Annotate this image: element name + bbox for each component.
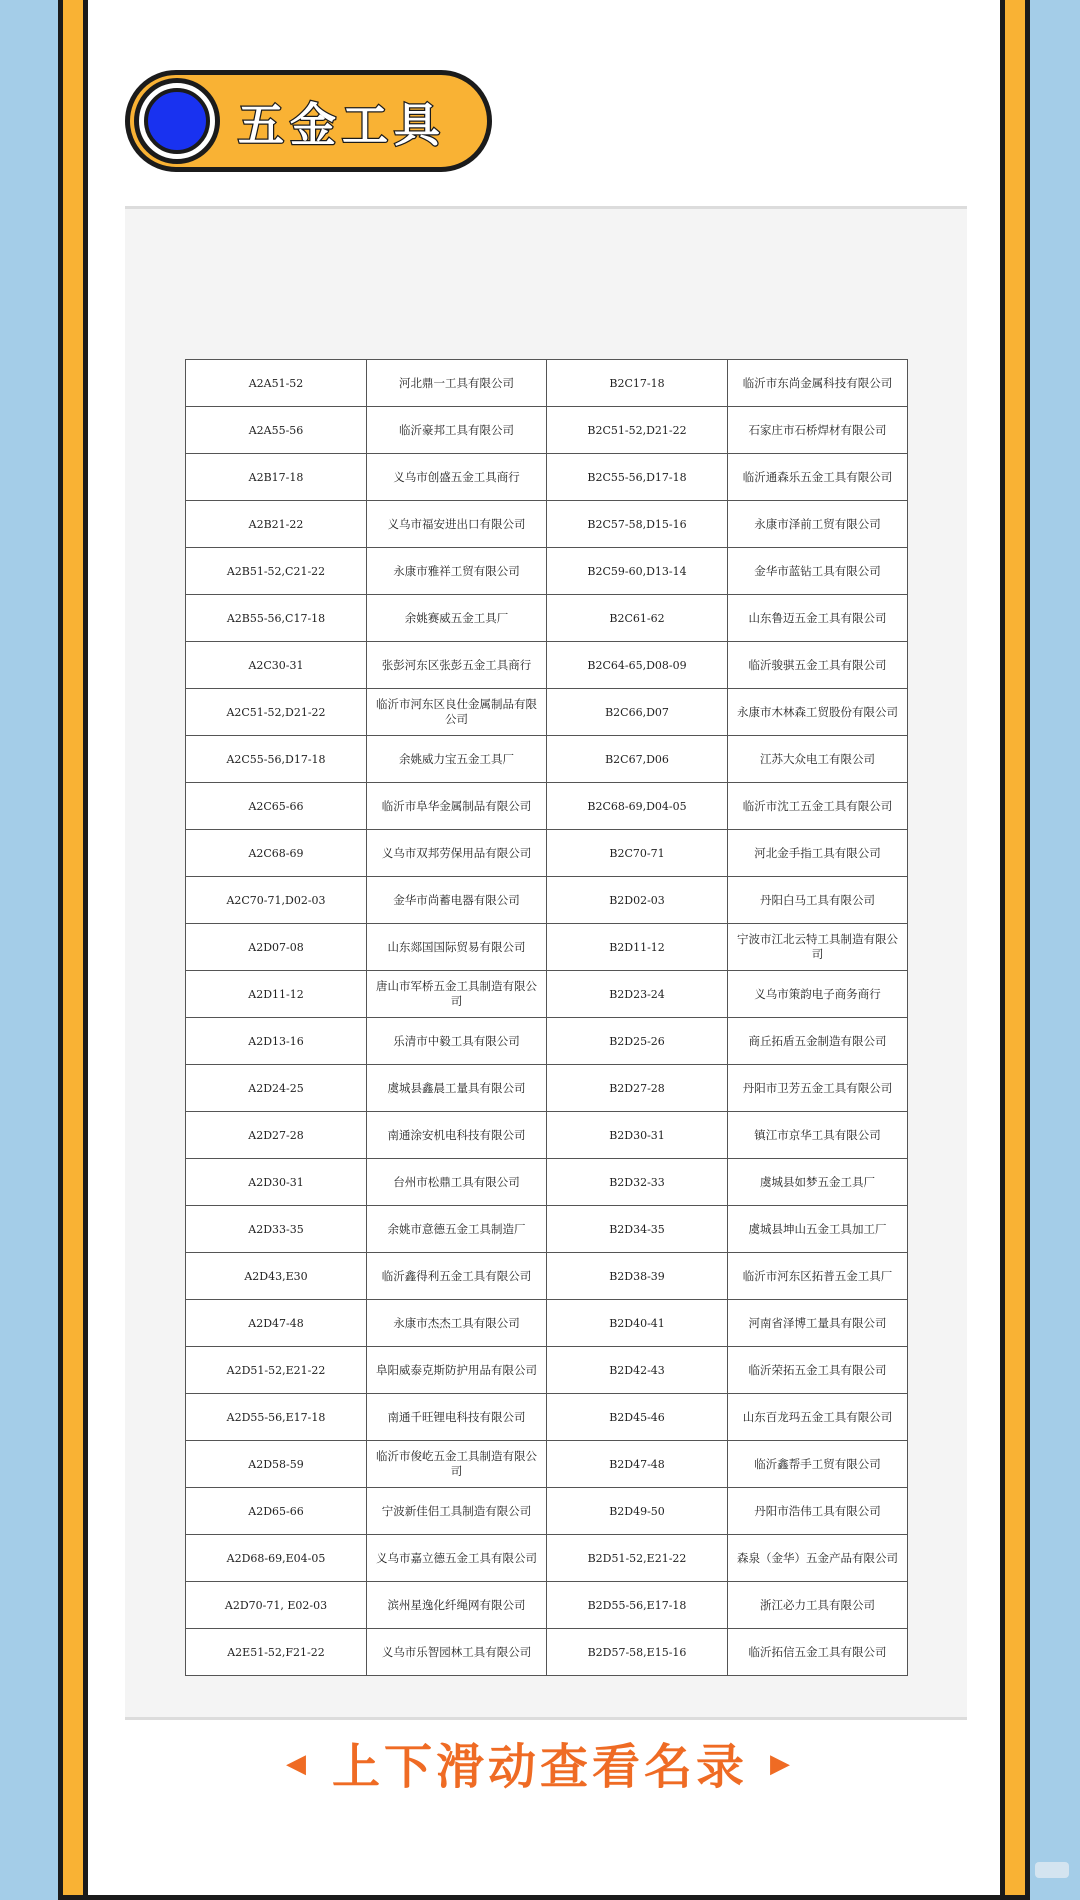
- table-row: [186, 1253, 908, 1300]
- table-row: [186, 1159, 908, 1206]
- company-b-cell: 临沂骏骐五金工具有限公司: [728, 642, 908, 689]
- section-title: 五金工具: [238, 98, 446, 152]
- booth-a-cell: A2C70-71,D02-03: [186, 877, 367, 924]
- booth-b-cell: B2D32-33: [547, 1159, 728, 1206]
- company-b-cell: 临沂荣拓五金工具有限公司: [728, 1347, 908, 1394]
- booth-b-cell: B2D23-24: [547, 971, 728, 1018]
- booth-b-cell: B2D51-52,E21-22: [547, 1535, 728, 1582]
- table-row: [186, 360, 908, 407]
- company-b-cell: 森泉（金华）五金产品有限公司: [728, 1535, 908, 1582]
- company-b-cell: 江苏大众电工有限公司: [728, 736, 908, 783]
- company-a-cell: 义乌市乐智园林工具有限公司: [367, 1629, 547, 1676]
- company-a-cell: 永康市雅祥工贸有限公司: [367, 548, 547, 595]
- company-b-cell: 虞城县如梦五金工具厂: [728, 1159, 908, 1206]
- booth-a-cell: A2D11-12: [186, 971, 367, 1018]
- booth-b-cell: B2D40-41: [547, 1300, 728, 1347]
- booth-b-cell: B2D27-28: [547, 1065, 728, 1112]
- booth-b-cell: B2D25-26: [547, 1018, 728, 1065]
- company-a-cell: 台州市松鼎工具有限公司: [367, 1159, 547, 1206]
- booth-b-cell: B2C67,D06: [547, 736, 728, 783]
- company-a-cell: 张彭河东区张彭五金工具商行: [367, 642, 547, 689]
- company-a-cell: 义乌市创盛五金工具商行: [367, 454, 547, 501]
- booth-a-cell: A2B21-22: [186, 501, 367, 548]
- company-a-cell: 宁波新佳侣工具制造有限公司: [367, 1488, 547, 1535]
- watermark-badge: [1035, 1862, 1069, 1878]
- booth-a-cell: A2D47-48: [186, 1300, 367, 1347]
- company-b-cell: 永康市泽前工贸有限公司: [728, 501, 908, 548]
- booth-a-cell: A2D70-71, E02-03: [186, 1582, 367, 1629]
- table-row: [186, 1582, 908, 1629]
- booth-a-cell: A2B51-52,C21-22: [186, 548, 367, 595]
- table-row: [186, 877, 908, 924]
- booth-b-cell: B2D02-03: [547, 877, 728, 924]
- booth-b-cell: B2C59-60,D13-14: [547, 548, 728, 595]
- company-a-cell: 河北鼎一工具有限公司: [367, 360, 547, 407]
- company-a-cell: 山东郯国国际贸易有限公司: [367, 924, 547, 971]
- table-row: [186, 1300, 908, 1347]
- booth-b-cell: B2D11-12: [547, 924, 728, 971]
- booth-b-cell: B2D42-43: [547, 1347, 728, 1394]
- booth-b-cell: B2D45-46: [547, 1394, 728, 1441]
- company-b-cell: 商丘拓盾五金制造有限公司: [728, 1018, 908, 1065]
- company-a-cell: 虞城县鑫晨工量具有限公司: [367, 1065, 547, 1112]
- company-b-cell: 镇江市京华工具有限公司: [728, 1112, 908, 1159]
- booth-b-cell: B2C17-18: [547, 360, 728, 407]
- table-row: [186, 1112, 908, 1159]
- company-b-cell: 山东百龙玛五金工具有限公司: [728, 1394, 908, 1441]
- company-b-cell: 临沂通森乐五金工具有限公司: [728, 454, 908, 501]
- booth-b-cell: B2C51-52,D21-22: [547, 407, 728, 454]
- company-a-cell: 余姚市意德五金工具制造厂: [367, 1206, 547, 1253]
- company-a-cell: 义乌市嘉立德五金工具有限公司: [367, 1535, 547, 1582]
- booth-a-cell: A2D13-16: [186, 1018, 367, 1065]
- blue-dot-icon: [144, 88, 210, 154]
- company-a-cell: 永康市杰杰工具有限公司: [367, 1300, 547, 1347]
- company-a-cell: 滨州星逸化纤绳网有限公司: [367, 1582, 547, 1629]
- table-row: [186, 689, 908, 736]
- booth-a-cell: A2D58-59: [186, 1441, 367, 1488]
- company-b-cell: 临沂拓信五金工具有限公司: [728, 1629, 908, 1676]
- table-row: [186, 595, 908, 642]
- company-a-cell: 义乌市福安进出口有限公司: [367, 501, 547, 548]
- booth-a-cell: A2C68-69: [186, 830, 367, 877]
- booth-b-cell: B2C61-62: [547, 595, 728, 642]
- booth-a-cell: A2D33-35: [186, 1206, 367, 1253]
- table-row: [186, 971, 908, 1018]
- table-row: [186, 1065, 908, 1112]
- booth-b-cell: B2C70-71: [547, 830, 728, 877]
- booth-a-cell: A2D68-69,E04-05: [186, 1535, 367, 1582]
- header-circle-icon: [134, 78, 220, 164]
- company-b-cell: 永康市木林森工贸股份有限公司: [728, 689, 908, 736]
- booth-a-cell: A2C65-66: [186, 783, 367, 830]
- booth-a-cell: A2D43,E30: [186, 1253, 367, 1300]
- booth-a-cell: A2D55-56,E17-18: [186, 1394, 367, 1441]
- table-row: [186, 642, 908, 689]
- table-row: [186, 454, 908, 501]
- booth-a-cell: A2D51-52,E21-22: [186, 1347, 367, 1394]
- company-a-cell: 金华市尚蓄电器有限公司: [367, 877, 547, 924]
- company-b-cell: 丹阳市浩伟工具有限公司: [728, 1488, 908, 1535]
- right-arrow-icon: ▶: [770, 1749, 794, 1779]
- company-b-cell: 虞城县坤山五金工具加工厂: [728, 1206, 908, 1253]
- table-row: [186, 736, 908, 783]
- booth-a-cell: A2B17-18: [186, 454, 367, 501]
- company-a-cell: 阜阳威泰克斯防护用品有限公司: [367, 1347, 547, 1394]
- section-header-pill: [125, 70, 492, 172]
- company-b-cell: 宁波市江北云特工具制造有限公司: [728, 924, 908, 971]
- company-a-cell: 临沂市阜华金属制品有限公司: [367, 783, 547, 830]
- company-a-cell: 唐山市军桥五金工具制造有限公司: [367, 971, 547, 1018]
- booth-a-cell: A2C30-31: [186, 642, 367, 689]
- company-b-cell: 石家庄市石桥焊材有限公司: [728, 407, 908, 454]
- table-row: [186, 1394, 908, 1441]
- company-a-cell: 余姚赛威五金工具厂: [367, 595, 547, 642]
- table-row: [186, 1018, 908, 1065]
- booth-a-cell: A2D07-08: [186, 924, 367, 971]
- table-row: [186, 924, 908, 971]
- table-row: [186, 501, 908, 548]
- table-row: [186, 407, 908, 454]
- left-arrow-icon: ◀: [285, 1749, 310, 1779]
- table-row: [186, 783, 908, 830]
- booth-a-cell: A2D24-25: [186, 1065, 367, 1112]
- booth-a-cell: A2D30-31: [186, 1159, 367, 1206]
- booth-a-cell: A2B55-56,C17-18: [186, 595, 367, 642]
- company-b-cell: 山东鲁迈五金工具有限公司: [728, 595, 908, 642]
- company-a-cell: 乐清市中毅工具有限公司: [367, 1018, 547, 1065]
- company-b-cell: 临沂市河东区拓普五金工具厂: [728, 1253, 908, 1300]
- booth-a-cell: A2A51-52: [186, 360, 367, 407]
- company-b-cell: 义乌市策韵电子商务商行: [728, 971, 908, 1018]
- table-row: [186, 1535, 908, 1582]
- booth-a-cell: A2C51-52,D21-22: [186, 689, 367, 736]
- scroll-panel[interactable]: [125, 206, 967, 1720]
- company-a-cell: 临沂豪邦工具有限公司: [367, 407, 547, 454]
- company-a-cell: 临沂鑫得利五金工具有限公司: [367, 1253, 547, 1300]
- company-b-cell: 丹阳白马工具有限公司: [728, 877, 908, 924]
- company-a-cell: 临沂市俊屹五金工具制造有限公司: [367, 1441, 547, 1488]
- booth-b-cell: B2D49-50: [547, 1488, 728, 1535]
- booth-a-cell: A2E51-52,F21-22: [186, 1629, 367, 1676]
- table-row: [186, 1441, 908, 1488]
- company-b-cell: 河北金手指工具有限公司: [728, 830, 908, 877]
- scroll-hint: [0, 1728, 1080, 1797]
- booth-b-cell: B2C68-69,D04-05: [547, 783, 728, 830]
- table-row: [186, 1347, 908, 1394]
- company-b-cell: 临沂市沈工五金工具有限公司: [728, 783, 908, 830]
- booth-b-cell: B2D47-48: [547, 1441, 728, 1488]
- booth-b-cell: B2D55-56,E17-18: [547, 1582, 728, 1629]
- table-row: [186, 548, 908, 595]
- company-b-cell: 河南省泽博工量具有限公司: [728, 1300, 908, 1347]
- company-a-cell: 临沂市河东区良仕金属制品有限公司: [367, 689, 547, 736]
- booth-a-cell: A2D65-66: [186, 1488, 367, 1535]
- booth-a-cell: A2C55-56,D17-18: [186, 736, 367, 783]
- company-b-cell: 临沂市东尚金属科技有限公司: [728, 360, 908, 407]
- booth-b-cell: B2C55-56,D17-18: [547, 454, 728, 501]
- booth-b-cell: B2D57-58,E15-16: [547, 1629, 728, 1676]
- booth-b-cell: B2C64-65,D08-09: [547, 642, 728, 689]
- company-a-cell: 南通涂安机电科技有限公司: [367, 1112, 547, 1159]
- booth-a-cell: A2A55-56: [186, 407, 367, 454]
- company-b-cell: 丹阳市卫芳五金工具有限公司: [728, 1065, 908, 1112]
- company-a-cell: 义乌市双邦劳保用品有限公司: [367, 830, 547, 877]
- booth-b-cell: B2C57-58,D15-16: [547, 501, 728, 548]
- scroll-hint-text: 上下滑动查看名录: [331, 1739, 748, 1795]
- company-b-cell: 金华市蓝钻工具有限公司: [728, 548, 908, 595]
- booth-b-cell: B2C66,D07: [547, 689, 728, 736]
- booth-b-cell: B2D38-39: [547, 1253, 728, 1300]
- company-a-cell: 余姚威力宝五金工具厂: [367, 736, 547, 783]
- table-row: [186, 1488, 908, 1535]
- company-b-cell: 浙江必力工具有限公司: [728, 1582, 908, 1629]
- booth-b-cell: B2D34-35: [547, 1206, 728, 1253]
- table-row: [186, 1629, 908, 1676]
- booth-b-cell: B2D30-31: [547, 1112, 728, 1159]
- booth-a-cell: A2D27-28: [186, 1112, 367, 1159]
- company-a-cell: 南通千旺锂电科技有限公司: [367, 1394, 547, 1441]
- table-row: [186, 830, 908, 877]
- table-row: [186, 1206, 908, 1253]
- exhibitor-table-body: [186, 360, 908, 1676]
- company-b-cell: 临沂鑫帮手工贸有限公司: [728, 1441, 908, 1488]
- exhibitor-table: [185, 359, 908, 1676]
